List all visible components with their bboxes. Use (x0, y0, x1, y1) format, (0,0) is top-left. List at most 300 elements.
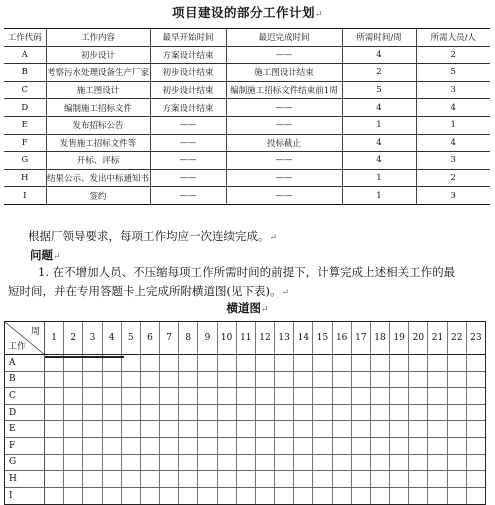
gantt-cell[interactable] (313, 355, 332, 371)
gantt-cell[interactable] (103, 488, 122, 505)
table-cell: 2 (416, 46, 490, 64)
table-cell: 初步设计结束 (150, 64, 226, 82)
gantt-cell[interactable] (83, 488, 102, 505)
gantt-cell[interactable] (256, 388, 275, 404)
gantt-cell[interactable] (198, 455, 217, 471)
gantt-week-header: 8 (179, 322, 198, 354)
gantt-week-header: 9 (198, 322, 217, 354)
gantt-cell[interactable] (218, 372, 237, 388)
gantt-cell[interactable] (45, 405, 64, 421)
gantt-cell[interactable] (352, 355, 371, 371)
gantt-row (5, 388, 485, 405)
gantt-cell[interactable] (313, 455, 332, 471)
gantt-cell[interactable] (179, 405, 198, 421)
gantt-cell[interactable] (294, 355, 313, 371)
gantt-cell[interactable] (390, 388, 409, 404)
gantt-cell[interactable] (122, 355, 141, 371)
gantt-cell[interactable] (390, 372, 409, 388)
gantt-cell[interactable] (122, 388, 141, 404)
gantt-cell[interactable] (237, 438, 256, 454)
table-row (4, 152, 490, 170)
table-row (4, 81, 490, 99)
gantt-cell[interactable] (179, 488, 198, 505)
gantt-row (5, 438, 485, 455)
gantt-cell[interactable] (448, 405, 467, 421)
gantt-cell[interactable] (333, 488, 352, 505)
gantt-cell[interactable] (64, 471, 83, 487)
gantt-week-header: 14 (294, 322, 313, 354)
table-header-cell: 最早开始时间 (150, 29, 226, 47)
gantt-cell[interactable] (141, 488, 160, 505)
gantt-cell[interactable] (122, 488, 141, 505)
table-header-row (4, 29, 490, 47)
gantt-cell[interactable] (256, 372, 275, 388)
gantt-cell[interactable] (448, 438, 467, 454)
gantt-cell[interactable] (448, 372, 467, 388)
question-line-2: 短时间，并在专用答题卡上完成所附横道图(见下表)。↵ (8, 284, 290, 298)
gantt-cell[interactable] (218, 455, 237, 471)
table-cell: 初步设计 (46, 46, 150, 64)
table-cell: 5 (342, 81, 416, 99)
gantt-cell[interactable] (198, 405, 217, 421)
gantt-cell[interactable] (141, 438, 160, 454)
gantt-cell[interactable] (409, 405, 428, 421)
gantt-cell[interactable] (409, 388, 428, 404)
gantt-cell[interactable] (141, 405, 160, 421)
table-header-cell: 最迟完成时间 (226, 29, 342, 47)
gantt-cell[interactable] (237, 405, 256, 421)
gantt-cell[interactable] (83, 405, 102, 421)
table-header-cell: 工作内容 (46, 29, 150, 47)
gantt-cell[interactable] (237, 372, 256, 388)
gantt-cell[interactable] (371, 388, 390, 404)
gantt-cell[interactable] (352, 405, 371, 421)
gantt-cell[interactable] (275, 455, 294, 471)
table-cell: 1 (342, 187, 416, 205)
gantt-cell[interactable] (390, 488, 409, 505)
gantt-cell[interactable] (448, 388, 467, 404)
table-cell: 2 (416, 169, 490, 187)
table-row (4, 99, 490, 117)
gantt-cell[interactable] (160, 355, 179, 371)
gantt-cell[interactable] (218, 355, 237, 371)
gantt-row-label: A (5, 355, 45, 371)
gantt-cell[interactable] (333, 388, 352, 404)
gantt-cell[interactable] (409, 455, 428, 471)
gantt-cell[interactable] (448, 455, 467, 471)
gantt-cell[interactable] (428, 421, 447, 437)
gantt-cell[interactable] (64, 421, 83, 437)
corner-week-label: 周 (30, 327, 40, 337)
gantt-cell[interactable] (160, 488, 179, 505)
gantt-cell[interactable] (467, 405, 485, 421)
gantt-cell[interactable] (141, 372, 160, 388)
gantt-cell[interactable] (294, 421, 313, 437)
gantt-cell[interactable] (333, 421, 352, 437)
gantt-header-row (5, 322, 485, 355)
table-cell: 4 (342, 134, 416, 152)
gantt-cell[interactable] (467, 488, 485, 505)
gantt-cell[interactable] (179, 455, 198, 471)
gantt-week-header: 4 (103, 322, 122, 354)
table-cell: 编制施工招标文件 (46, 99, 150, 117)
gantt-cell[interactable] (333, 455, 352, 471)
gantt-cell[interactable] (275, 405, 294, 421)
gantt-cell[interactable] (103, 388, 122, 404)
gantt-cell[interactable] (352, 438, 371, 454)
table-cell: H (4, 169, 46, 187)
gantt-cell[interactable] (371, 372, 390, 388)
gantt-cell[interactable] (160, 405, 179, 421)
gantt-cell[interactable] (428, 455, 447, 471)
gantt-cell[interactable] (256, 488, 275, 505)
gantt-cell[interactable] (103, 471, 122, 487)
gantt-cell[interactable] (122, 421, 141, 437)
gantt-week-header: 3 (83, 322, 102, 354)
gantt-cell[interactable] (160, 388, 179, 404)
table-cell: —— (226, 169, 342, 187)
gantt-cell[interactable] (275, 355, 294, 371)
gantt-cell[interactable] (448, 355, 467, 371)
gantt-cell[interactable] (103, 455, 122, 471)
gantt-cell[interactable] (333, 438, 352, 454)
gantt-cell[interactable] (198, 438, 217, 454)
gantt-cell[interactable] (179, 471, 198, 487)
gantt-cell[interactable] (371, 421, 390, 437)
gantt-row-label: F (5, 438, 45, 454)
gantt-cell[interactable] (275, 438, 294, 454)
gantt-row-label: C (5, 388, 45, 404)
gantt-cell[interactable] (333, 471, 352, 487)
gantt-cell[interactable] (390, 471, 409, 487)
gantt-week-header: 18 (371, 322, 390, 354)
gantt-cell[interactable] (64, 372, 83, 388)
gantt-cell[interactable] (294, 455, 313, 471)
table-cell: 4 (342, 152, 416, 170)
gantt-cell[interactable] (179, 438, 198, 454)
gantt-cell[interactable] (218, 421, 237, 437)
gantt-cell[interactable] (352, 372, 371, 388)
gantt-cell[interactable] (103, 405, 122, 421)
table-cell: 方案设计结束 (150, 99, 226, 117)
gantt-cell[interactable] (409, 372, 428, 388)
gantt-cell[interactable] (122, 455, 141, 471)
gantt-cell[interactable] (467, 355, 485, 371)
gantt-cell[interactable] (428, 355, 447, 371)
gantt-cell[interactable] (83, 372, 102, 388)
table-header-cell: 所需时间/周 (342, 29, 416, 47)
gantt-cell[interactable] (313, 471, 332, 487)
gantt-cell[interactable] (83, 388, 102, 404)
gantt-cell[interactable] (160, 455, 179, 471)
gantt-cell[interactable] (237, 421, 256, 437)
table-cell: 4 (416, 99, 490, 117)
gantt-week-header: 13 (275, 322, 294, 354)
gantt-cell[interactable] (198, 488, 217, 505)
gantt-cell[interactable] (179, 421, 198, 437)
gantt-cell[interactable] (333, 355, 352, 371)
gantt-row (5, 372, 485, 389)
gantt-cell[interactable] (179, 355, 198, 371)
gantt-cell[interactable] (141, 421, 160, 437)
gantt-cell[interactable] (64, 405, 83, 421)
gantt-cell[interactable] (428, 471, 447, 487)
gantt-week-header: 7 (160, 322, 179, 354)
gantt-cell[interactable] (141, 388, 160, 404)
gantt-cell[interactable] (160, 372, 179, 388)
gantt-cell[interactable] (218, 388, 237, 404)
gantt-cell[interactable] (371, 488, 390, 505)
gantt-cell[interactable] (83, 421, 102, 437)
gantt-row-label: E (5, 421, 45, 437)
gantt-cell[interactable] (352, 488, 371, 505)
gantt-cell[interactable] (467, 421, 485, 437)
table-cell: —— (150, 187, 226, 205)
gantt-cell[interactable] (103, 438, 122, 454)
table-row (4, 116, 490, 134)
table-cell: 施工图设计 (46, 81, 150, 99)
gantt-week-header: 16 (333, 322, 352, 354)
gantt-cell[interactable] (256, 405, 275, 421)
gantt-cell[interactable] (333, 372, 352, 388)
gantt-cell[interactable] (275, 372, 294, 388)
gantt-week-header: 10 (218, 322, 237, 354)
gantt-cell[interactable] (160, 438, 179, 454)
gantt-cell[interactable] (313, 372, 332, 388)
table-cell: 2 (342, 64, 416, 82)
gantt-week-header: 6 (141, 322, 160, 354)
gantt-cell[interactable] (409, 438, 428, 454)
gantt-cell[interactable] (467, 372, 485, 388)
gantt-cell[interactable] (294, 372, 313, 388)
gantt-cell[interactable] (64, 488, 83, 505)
gantt-cell[interactable] (45, 438, 64, 454)
gantt-cell[interactable] (275, 421, 294, 437)
gantt-row (5, 471, 485, 488)
gantt-row-label: D (5, 405, 45, 421)
gantt-week-header: 2 (64, 322, 83, 354)
table-cell: —— (226, 46, 342, 64)
gantt-cell[interactable] (390, 405, 409, 421)
gantt-cell[interactable] (467, 455, 485, 471)
gantt-cell[interactable] (179, 388, 198, 404)
gantt-cell[interactable] (371, 471, 390, 487)
gantt-cell[interactable] (352, 388, 371, 404)
gantt-cell[interactable] (237, 388, 256, 404)
gantt-cell[interactable] (256, 455, 275, 471)
gantt-cell[interactable] (428, 488, 447, 505)
gantt-cell[interactable] (64, 455, 83, 471)
gantt-cell[interactable] (198, 388, 217, 404)
table-cell: —— (150, 134, 226, 152)
gantt-cell[interactable] (409, 471, 428, 487)
gantt-cell[interactable] (428, 372, 447, 388)
gantt-cell[interactable] (294, 471, 313, 487)
question-line-1: 1. 在不增加人员、不压缩每项工作所需时间的前提下，计算完成上述相关工作的最 (38, 265, 456, 279)
table-cell: 5 (416, 64, 490, 82)
gantt-cell[interactable] (122, 405, 141, 421)
gantt-cell[interactable] (428, 405, 447, 421)
table-header-cell: 所需人员/人 (416, 29, 490, 47)
gantt-cell[interactable] (103, 372, 122, 388)
gantt-cell[interactable] (198, 421, 217, 437)
gantt-cell[interactable] (141, 355, 160, 371)
gantt-cell[interactable] (294, 388, 313, 404)
gantt-cell[interactable] (160, 471, 179, 487)
gantt-row-label: I (5, 488, 45, 505)
gantt-cell[interactable] (45, 488, 64, 505)
gantt-cell[interactable] (294, 405, 313, 421)
gantt-cell[interactable] (218, 488, 237, 505)
gantt-cell[interactable] (45, 455, 64, 471)
table-cell: 3 (416, 187, 490, 205)
gantt-cell[interactable] (448, 421, 467, 437)
gantt-cell[interactable] (179, 372, 198, 388)
gantt-row (5, 405, 485, 422)
table-cell: 初步设计结束 (150, 81, 226, 99)
gantt-cell[interactable] (409, 488, 428, 505)
gantt-cell[interactable] (83, 438, 102, 454)
gantt-cell[interactable] (218, 438, 237, 454)
gantt-cell[interactable] (371, 455, 390, 471)
gantt-cell[interactable] (352, 455, 371, 471)
gantt-cell[interactable] (45, 372, 64, 388)
gantt-cell[interactable] (275, 388, 294, 404)
gantt-bar-a (45, 356, 124, 358)
gantt-week-header: 17 (352, 322, 371, 354)
gantt-cell[interactable] (467, 471, 485, 487)
gantt-week-header: 23 (470, 333, 482, 343)
table-row (4, 134, 490, 152)
gantt-cell[interactable] (237, 355, 256, 371)
gantt-week-header: 12 (256, 322, 275, 354)
gantt-week-header: 21 (428, 322, 447, 354)
table-cell: —— (150, 169, 226, 187)
gantt-week-header: 15 (313, 322, 332, 354)
gantt-cell[interactable] (275, 488, 294, 505)
gantt-corner-cell (5, 322, 45, 354)
table-cell: 4 (342, 46, 416, 64)
gantt-cell[interactable] (313, 421, 332, 437)
gantt-cell[interactable] (371, 438, 390, 454)
table-row (4, 46, 490, 64)
gantt-row-label: B (5, 372, 45, 388)
table-cell: 1 (416, 116, 490, 134)
gantt-week-header: 22 (448, 322, 467, 354)
gantt-cell[interactable] (45, 471, 64, 487)
gantt-cell[interactable] (122, 438, 141, 454)
gantt-cell[interactable] (198, 372, 217, 388)
plan-title: 项目建设的部分工作计划↵ (171, 5, 324, 20)
gantt-cell[interactable] (141, 455, 160, 471)
gantt-cell[interactable] (198, 471, 217, 487)
gantt-cell[interactable] (45, 388, 64, 404)
gantt-cell[interactable] (64, 388, 83, 404)
gantt-cell[interactable] (371, 405, 390, 421)
gantt-cell[interactable] (352, 421, 371, 437)
gantt-cell[interactable] (409, 355, 428, 371)
table-cell: A (4, 46, 46, 64)
gantt-cell[interactable] (448, 471, 467, 487)
gantt-cell[interactable] (83, 471, 102, 487)
gantt-cell[interactable] (237, 471, 256, 487)
table-cell: 施工图设计结束 (226, 64, 342, 82)
gantt-cell[interactable] (64, 438, 83, 454)
gantt-row-label: H (5, 471, 45, 487)
gantt-cell[interactable] (122, 372, 141, 388)
table-cell: B (4, 64, 46, 82)
table-cell: 发售施工招标文件等 (46, 134, 150, 152)
table-cell: 方案设计结束 (150, 46, 226, 64)
gantt-cell[interactable] (409, 421, 428, 437)
gantt-row (5, 421, 485, 438)
gantt-week-header: 1 (45, 322, 64, 354)
gantt-week-header: 20 (409, 322, 428, 354)
gantt-cell[interactable] (467, 438, 485, 454)
table-cell: —— (226, 152, 342, 170)
table-cell: 4 (342, 99, 416, 117)
gantt-cell[interactable] (448, 488, 467, 505)
gantt-cell[interactable] (256, 438, 275, 454)
gantt-cell[interactable] (198, 355, 217, 371)
gantt-cell[interactable] (352, 471, 371, 487)
table-cell: —— (150, 116, 226, 134)
gantt-cell[interactable] (428, 438, 447, 454)
gantt-cell[interactable] (467, 388, 485, 404)
table-row (4, 187, 490, 205)
gantt-cell[interactable] (45, 421, 64, 437)
gantt-cell[interactable] (390, 355, 409, 371)
gantt-cell[interactable] (218, 405, 237, 421)
gantt-cell[interactable] (237, 455, 256, 471)
table-cell: 编制施工招标文件结束前1周 (226, 81, 342, 99)
gantt-chart-grid (4, 321, 486, 505)
table-row (4, 169, 490, 187)
gantt-cell[interactable] (256, 471, 275, 487)
gantt-cell[interactable] (371, 355, 390, 371)
gantt-cell[interactable] (313, 405, 332, 421)
gantt-cell[interactable] (390, 421, 409, 437)
gantt-cell[interactable] (103, 421, 122, 437)
gantt-cell[interactable] (313, 388, 332, 404)
table-cell: 结果公示、发出中标通知书 (46, 169, 150, 187)
gantt-cell[interactable] (390, 455, 409, 471)
gantt-cell[interactable] (313, 488, 332, 505)
gantt-cell[interactable] (294, 488, 313, 505)
gantt-cell[interactable] (313, 438, 332, 454)
gantt-cell[interactable] (256, 421, 275, 437)
gantt-cell[interactable] (122, 471, 141, 487)
gantt-cell[interactable] (83, 455, 102, 471)
gantt-week-header: 11 (237, 322, 256, 354)
gantt-cell[interactable] (256, 355, 275, 371)
gantt-cell[interactable] (390, 438, 409, 454)
gantt-cell[interactable] (333, 405, 352, 421)
table-cell: E (4, 116, 46, 134)
table-cell: —— (226, 187, 342, 205)
gantt-cell[interactable] (275, 471, 294, 487)
table-cell: 考察污水处理设备生产厂家 (46, 64, 150, 82)
work-plan-table (4, 28, 490, 205)
gantt-cell[interactable] (294, 438, 313, 454)
gantt-cell[interactable] (218, 471, 237, 487)
gantt-cell[interactable] (160, 421, 179, 437)
gantt-cell[interactable] (141, 471, 160, 487)
gantt-cell[interactable] (428, 388, 447, 404)
table-cell: 发布招标公告 (46, 116, 150, 134)
gantt-cell[interactable] (237, 488, 256, 505)
gantt-row (5, 488, 485, 505)
